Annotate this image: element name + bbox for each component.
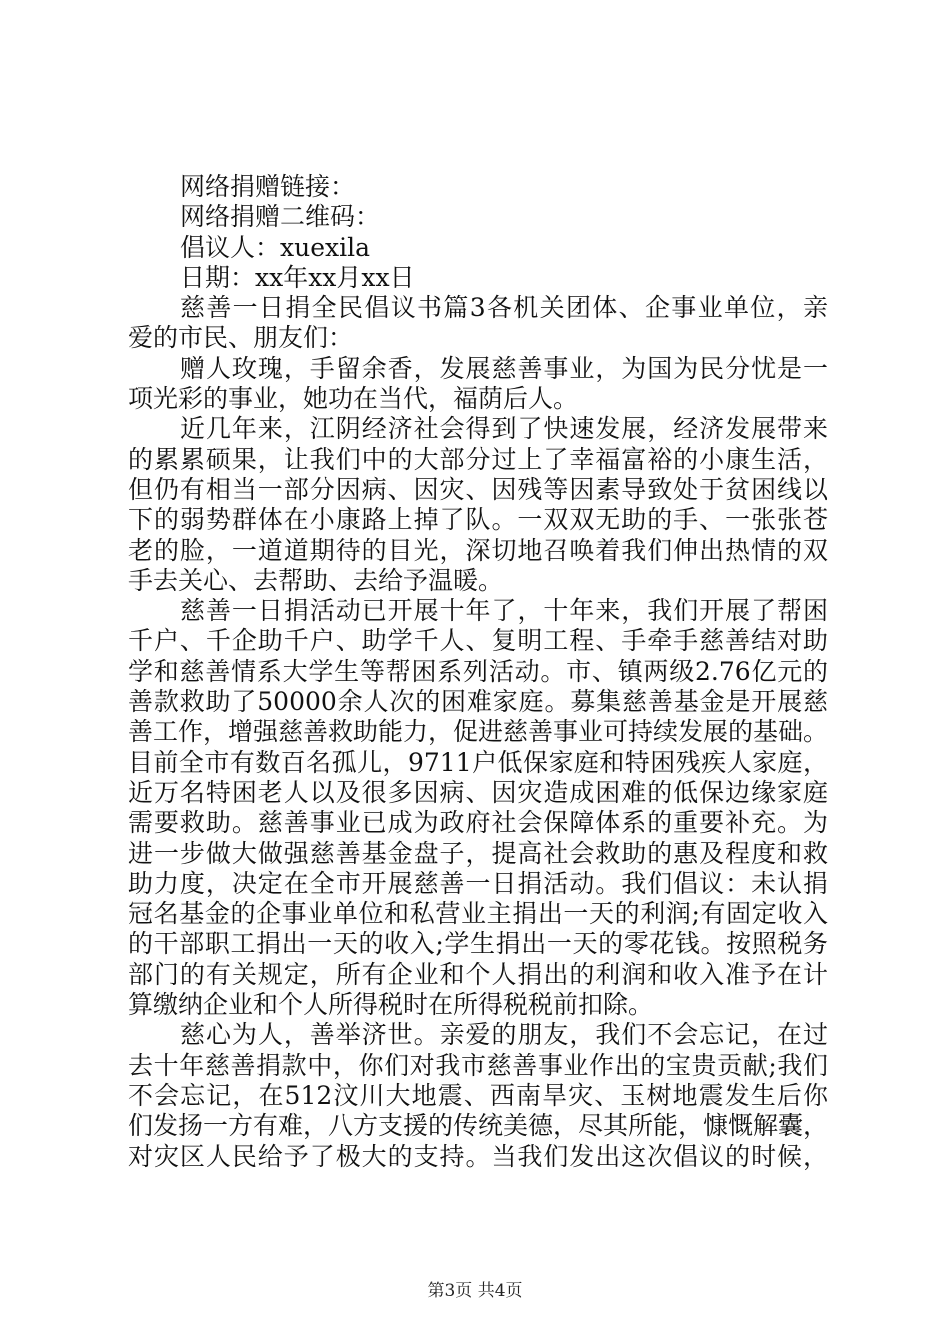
text-line: 不会忘记，在512汶川大地震、西南旱灾、玉树地震发生后你 — [128, 1080, 828, 1110]
text-line: 们发扬一方有难，八方支援的传统美德，尽其所能，慷慨解囊， — [128, 1111, 829, 1141]
text-line: 爱的市民、朋友们： — [128, 323, 354, 353]
text-line: 慈善一日捐全民倡议书篇3各机关团体、企事业单位，亲 — [180, 293, 828, 323]
text-line: 老的脸，一道道期待的目光，深切地召唤着我们伸出热情的双 — [128, 535, 828, 565]
document-body — [128, 172, 828, 1172]
text-line: 助力度，决定在全市开展慈善一日捐活动。我们倡议：未认捐 — [128, 868, 828, 898]
text-line: 近万名特困老人以及很多因病、因灾造成困难的低保边缘家庭 — [128, 777, 828, 807]
text-line: 手去关心、去帮助、去给予温暖。 — [128, 565, 504, 595]
text-line: 需要救助。慈善事业已成为政府社会保障体系的重要补充。为 — [128, 808, 828, 838]
text-line: 进一步做大做强慈善基金盘子，提高社会救助的惠及程度和救 — [128, 838, 828, 868]
text-line: 对灾区人民给予了极大的支持。当我们发出这次倡议的时候， — [128, 1141, 828, 1171]
text-line: 算缴纳企业和个人所得税时在所得税税前扣除。 — [128, 990, 654, 1020]
text-line: 冠名基金的企事业单位和私营业主捐出一天的利润;有固定收入 — [128, 899, 828, 929]
text-line: 近几年来，江阴经济社会得到了快速发展，经济发展带来 — [180, 414, 828, 444]
text-line: 慈善一日捐活动已开展十年了，十年来，我们开展了帮困 — [180, 596, 828, 626]
text-line: 的干部职工捐出一天的收入;学生捐出一天的零花钱。按照税务 — [128, 929, 828, 959]
text-line: 善工作，增强慈善救助能力，促进慈善事业可持续发展的基础。 — [128, 717, 829, 747]
text-line: 目前全市有数百名孤儿，9711户低保家庭和特困残疾人家庭， — [128, 747, 828, 777]
text-line: 去十年慈善捐款中，你们对我市慈善事业作出的宝贵贡献;我们 — [128, 1050, 828, 1080]
text-line: 但仍有相当一部分因病、因灾、因残等因素导致处于贫困线以 — [128, 474, 828, 504]
text-line: 的累累硕果，让我们中的大部分过上了幸福富裕的小康生活， — [128, 444, 828, 474]
text-line: 千户、千企助千户、助学千人、复明工程、手牵手慈善结对助 — [128, 626, 828, 656]
text-line: 项光彩的事业，她功在当代，福荫后人。 — [128, 384, 579, 414]
text-line: 部门的有关规定，所有企业和个人捐出的利润和收入准予在计 — [128, 959, 828, 989]
text-line: 倡议人：xuexila — [180, 232, 370, 262]
text-line: 慈心为人，善举济世。亲爱的朋友，我们不会忘记，在过 — [180, 1020, 828, 1050]
text-line: 善款救助了50000余人次的困难家庭。募集慈善基金是开展慈 — [128, 687, 828, 717]
text-line: 赠人玫瑰，手留余香，发展慈善事业，为国为民分忧是一 — [180, 353, 828, 383]
text-line: 下的弱势群体在小康路上掉了队。一双双无助的手、一张张苍 — [128, 505, 828, 535]
text-line: 网络捐赠二维码： — [180, 202, 381, 232]
text-line: 日期：xx年xx月xx日 — [180, 262, 415, 292]
page-footer: 第3页 共4页 — [427, 1281, 523, 1301]
text-line: 网络捐赠链接： — [180, 172, 356, 201]
text-line: 学和慈善情系大学生等帮困系列活动。市、镇两级2.76亿元的 — [128, 656, 828, 686]
